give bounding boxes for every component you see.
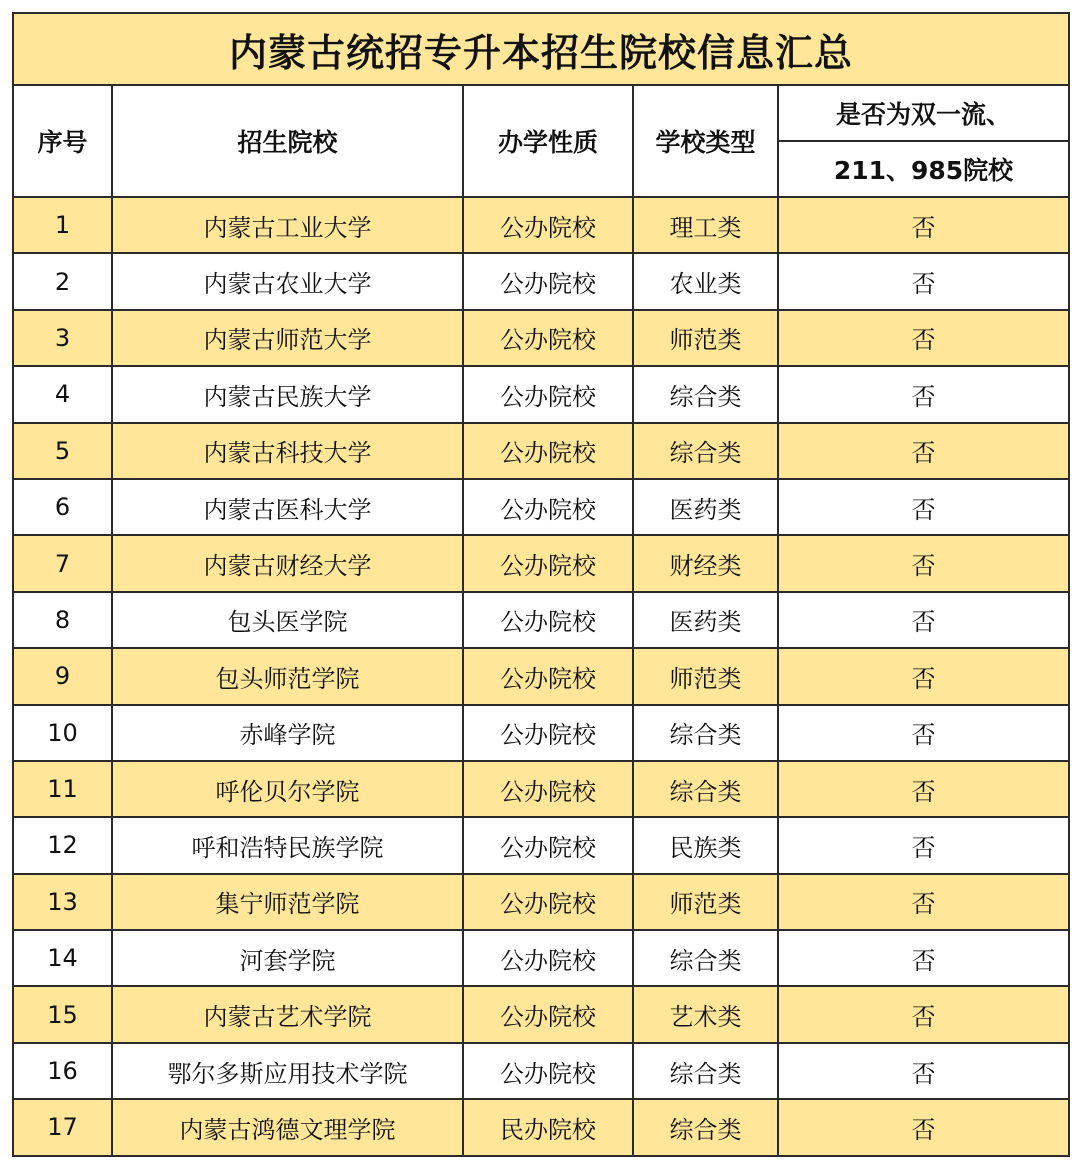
header-index: 序号 bbox=[13, 85, 112, 197]
cell-elite: 否 bbox=[778, 648, 1069, 704]
cell-index: 9 bbox=[13, 648, 112, 704]
cell-school: 内蒙古艺术学院 bbox=[112, 986, 463, 1042]
cell-elite: 否 bbox=[778, 874, 1069, 930]
cell-type: 民族类 bbox=[633, 817, 778, 873]
cell-index: 3 bbox=[13, 310, 112, 366]
table-row bbox=[13, 986, 1069, 1042]
cell-type: 师范类 bbox=[633, 874, 778, 930]
cell-elite: 否 bbox=[778, 592, 1069, 648]
table-row bbox=[13, 817, 1069, 873]
cell-elite: 否 bbox=[778, 310, 1069, 366]
cell-type: 理工类 bbox=[633, 197, 778, 253]
cell-index: 13 bbox=[13, 874, 112, 930]
cell-school: 鄂尔多斯应用技术学院 bbox=[112, 1043, 463, 1099]
cell-index: 7 bbox=[13, 535, 112, 591]
cell-type: 艺术类 bbox=[633, 986, 778, 1042]
cell-elite: 否 bbox=[778, 1043, 1069, 1099]
table-row bbox=[13, 930, 1069, 986]
cell-elite: 否 bbox=[778, 986, 1069, 1042]
cell-elite: 否 bbox=[778, 423, 1069, 479]
header-elite-line1: 是否为双一流、 bbox=[778, 85, 1069, 141]
cell-school: 集宁师范学院 bbox=[112, 874, 463, 930]
cell-type: 医药类 bbox=[633, 592, 778, 648]
header-type: 学校类型 bbox=[633, 85, 778, 197]
cell-elite: 否 bbox=[778, 817, 1069, 873]
cell-index: 15 bbox=[13, 986, 112, 1042]
table-row bbox=[13, 310, 1069, 366]
cell-ownership: 民办院校 bbox=[463, 1099, 633, 1155]
cell-index: 6 bbox=[13, 479, 112, 535]
cell-index: 14 bbox=[13, 930, 112, 986]
cell-type: 财经类 bbox=[633, 535, 778, 591]
table-row bbox=[13, 423, 1069, 479]
cell-index: 4 bbox=[13, 366, 112, 422]
cell-type: 综合类 bbox=[633, 930, 778, 986]
cell-school: 内蒙古民族大学 bbox=[112, 366, 463, 422]
cell-school: 内蒙古师范大学 bbox=[112, 310, 463, 366]
cell-type: 综合类 bbox=[633, 1099, 778, 1155]
table-row bbox=[13, 705, 1069, 761]
cell-ownership: 公办院校 bbox=[463, 197, 633, 253]
cell-school: 内蒙古科技大学 bbox=[112, 423, 463, 479]
cell-elite: 否 bbox=[778, 761, 1069, 817]
cell-ownership: 公办院校 bbox=[463, 1043, 633, 1099]
table-row bbox=[13, 648, 1069, 704]
cell-ownership: 公办院校 bbox=[463, 535, 633, 591]
cell-school: 内蒙古医科大学 bbox=[112, 479, 463, 535]
cell-index: 10 bbox=[13, 705, 112, 761]
cell-index: 16 bbox=[13, 1043, 112, 1099]
cell-elite: 否 bbox=[778, 705, 1069, 761]
table-row bbox=[13, 535, 1069, 591]
cell-ownership: 公办院校 bbox=[463, 874, 633, 930]
cell-elite: 否 bbox=[778, 930, 1069, 986]
cell-ownership: 公办院校 bbox=[463, 310, 633, 366]
cell-index: 17 bbox=[13, 1099, 112, 1155]
header-ownership: 办学性质 bbox=[463, 85, 633, 197]
cell-ownership: 公办院校 bbox=[463, 592, 633, 648]
cell-ownership: 公办院校 bbox=[463, 423, 633, 479]
cell-index: 1 bbox=[13, 197, 112, 253]
cell-ownership: 公办院校 bbox=[463, 930, 633, 986]
header-school: 招生院校 bbox=[112, 85, 463, 197]
cell-type: 综合类 bbox=[633, 366, 778, 422]
cell-index: 2 bbox=[13, 253, 112, 309]
table-row bbox=[13, 479, 1069, 535]
cell-ownership: 公办院校 bbox=[463, 366, 633, 422]
cell-elite: 否 bbox=[778, 197, 1069, 253]
cell-type: 综合类 bbox=[633, 761, 778, 817]
cell-ownership: 公办院校 bbox=[463, 705, 633, 761]
cell-school: 包头师范学院 bbox=[112, 648, 463, 704]
cell-ownership: 公办院校 bbox=[463, 817, 633, 873]
cell-elite: 否 bbox=[778, 253, 1069, 309]
cell-school: 河套学院 bbox=[112, 930, 463, 986]
cell-school: 内蒙古农业大学 bbox=[112, 253, 463, 309]
table-title: 内蒙古统招专升本招生院校信息汇总 bbox=[13, 13, 1069, 85]
cell-school: 内蒙古工业大学 bbox=[112, 197, 463, 253]
table-row bbox=[13, 366, 1069, 422]
table-row bbox=[13, 592, 1069, 648]
cell-ownership: 公办院校 bbox=[463, 479, 633, 535]
cell-elite: 否 bbox=[778, 479, 1069, 535]
table-row bbox=[13, 874, 1069, 930]
cell-index: 5 bbox=[13, 423, 112, 479]
cell-type: 农业类 bbox=[633, 253, 778, 309]
cell-type: 医药类 bbox=[633, 479, 778, 535]
cell-type: 综合类 bbox=[633, 423, 778, 479]
cell-ownership: 公办院校 bbox=[463, 761, 633, 817]
cell-type: 综合类 bbox=[633, 1043, 778, 1099]
cell-school: 赤峰学院 bbox=[112, 705, 463, 761]
cell-elite: 否 bbox=[778, 535, 1069, 591]
cell-school: 内蒙古财经大学 bbox=[112, 535, 463, 591]
cell-school: 呼伦贝尔学院 bbox=[112, 761, 463, 817]
cell-type: 师范类 bbox=[633, 310, 778, 366]
cell-elite: 否 bbox=[778, 1099, 1069, 1155]
cell-school: 包头医学院 bbox=[112, 592, 463, 648]
cell-ownership: 公办院校 bbox=[463, 986, 633, 1042]
table-row bbox=[13, 197, 1069, 253]
cell-index: 12 bbox=[13, 817, 112, 873]
header-elite-line2: 211、985院校 bbox=[778, 141, 1069, 197]
school-summary-table bbox=[12, 12, 1070, 1157]
cell-ownership: 公办院校 bbox=[463, 648, 633, 704]
table-row bbox=[13, 1099, 1069, 1155]
cell-index: 8 bbox=[13, 592, 112, 648]
cell-school: 呼和浩特民族学院 bbox=[112, 817, 463, 873]
cell-index: 11 bbox=[13, 761, 112, 817]
table-row bbox=[13, 253, 1069, 309]
cell-type: 综合类 bbox=[633, 705, 778, 761]
cell-type: 师范类 bbox=[633, 648, 778, 704]
table-row bbox=[13, 1043, 1069, 1099]
cell-ownership: 公办院校 bbox=[463, 253, 633, 309]
table-row bbox=[13, 761, 1069, 817]
cell-elite: 否 bbox=[778, 366, 1069, 422]
cell-school: 内蒙古鸿德文理学院 bbox=[112, 1099, 463, 1155]
